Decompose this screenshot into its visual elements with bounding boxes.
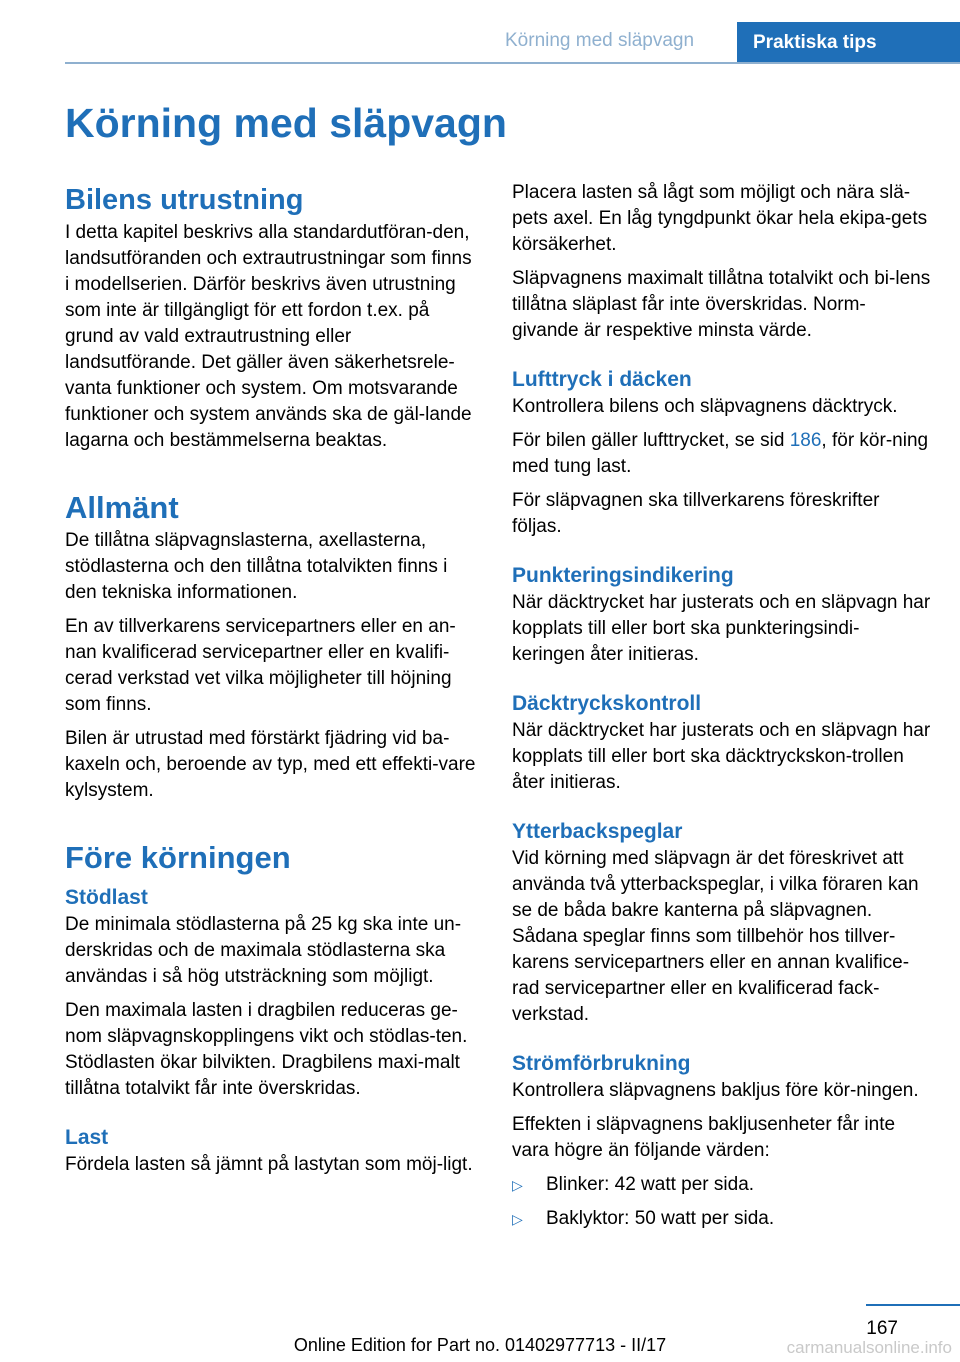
bullet-list <box>512 1172 932 1232</box>
paragraph: Den maximala lasten i dragbilen reduceras ge-nom släpvagnskopplingens vikt och stödlas-ten. Stödlasten ökar bilvikten. Dragbilens maxi-malt tillåtna totalvikt får inte överskridas. <box>65 1000 468 1099</box>
paragraph: En av tillverkarens servicepartners eller en an-nan kvalificerad servicepartner eller en kvalifi-cerad verkstad vet vilka möjligheter till höjning som finns. <box>65 616 456 715</box>
header-divider <box>65 62 960 64</box>
left-column <box>65 180 480 1186</box>
paragraph: Placera lasten så lågt som möjligt och nära slä-pets axel. En låg tyngdpunkt ökar hela ekipa-gets körsäkerhet. <box>512 182 928 255</box>
paragraph: När däcktrycket har justerats och en släpvagn har kopplats till eller bort ska däcktryckskon-trollen åter initieras. <box>512 720 931 793</box>
footer-edition: Online Edition for Part no. 01402977713 - II/17 <box>293 1335 667 1355</box>
page-number: 167 <box>866 1318 898 1339</box>
list-item: ▷ Baklyktor: 50 watt per sida. <box>512 1206 932 1232</box>
heading-lufttryck: Lufttryck i däcken <box>512 368 692 391</box>
heading-ytterbackspeglar: Ytterbackspeglar <box>512 820 683 843</box>
paragraph: De tillåtna släpvagnslasterna, axellasterna, stödlasterna och den tillåtna totalvikten finns i den tekniska informationen. <box>65 530 448 603</box>
header-chapter-tab: Praktiska tips <box>737 22 960 64</box>
paragraph <box>512 428 932 480</box>
paragraph: Vid körning med släpvagn är det föreskrivet att använda två ytterbackspeglar, i vilka föraren kan se de båda bakre kanterna på släpvagnen. Sådana speglar finns som tillbehör hos tillver-karens servicepartners eller en annan kvalifice-rad servicepartner eller en kvalificerad fack-verkstad. <box>512 848 919 1025</box>
header-section-title: Körning med släpvagn <box>505 30 695 51</box>
right-column <box>512 180 932 1240</box>
heading-allmant: Allmänt <box>65 490 179 525</box>
paragraph: Kontrollera bilens och släpvagnens däcktryck. <box>512 396 898 417</box>
paragraph: I detta kapitel beskrivs alla standardutföran-den, landsutföranden och extrautrustningar som finns i modellserien. Därför beskrivs även utrustning som inte är tillgängligt för ett fordon t.ex. på grund av vald extrautrustning eller landsutförande. Det gäller även säkerhetsrele-vanta funktioner och system. Om motsvarande funktioner och system används ska de gäl-lande lagarna och bestämmelserna beaktas. <box>65 222 472 451</box>
heading-last: Last <box>65 1126 109 1149</box>
paragraph: Effekten i släpvagnens bakljusenheter får inte vara högre än följande värden: <box>512 1114 896 1161</box>
heading-stromforbrukning: Strömförbrukning <box>512 1052 691 1075</box>
triangle-bullet-icon: ▷ <box>512 1177 523 1193</box>
paragraph: När däcktrycket har justerats och en släpvagn har kopplats till eller bort ska punkteringsindi-keringen åter initieras. <box>512 592 931 665</box>
paragraph: För släpvagnen ska tillverkarens föreskrifter följas. <box>512 490 880 537</box>
paragraph: Fördela lasten så jämnt på lastytan som möj-ligt. <box>65 1154 473 1175</box>
text: För bilen gäller lufttrycket, se sid <box>512 430 790 451</box>
text: , för kör-ning med tung last. <box>512 430 929 477</box>
heading-fore-korningen: Före körningen <box>65 840 291 875</box>
paragraph: Kontrollera släpvagnens bakljus före kör-ningen. <box>512 1080 919 1101</box>
footer-divider <box>866 1304 960 1306</box>
list-item: ▷ Blinker: 42 watt per sida. <box>512 1172 932 1198</box>
paragraph: De minimala stödlasterna på 25 kg ska inte un-derskridas och de maximala stödlasterna ska användas i så hög utsträckning som möjligt. <box>65 914 462 987</box>
paragraph: Släpvagnens maximalt tillåtna totalvikt och bi-lens tillåtna släplast får inte överskridas. Norm-givande är respektive minsta värde. <box>512 268 931 341</box>
page-reference-link[interactable]: 186 <box>789 430 822 451</box>
page-title: Körning med släpvagn <box>65 100 507 146</box>
watermark: carmanualsonline.info <box>786 1338 952 1357</box>
heading-stodlast: Stödlast <box>65 886 148 909</box>
heading-bilens-utrustning: Bilens utrustning <box>65 184 304 216</box>
heading-punkteringsindikering: Punkteringsindikering <box>512 564 734 587</box>
heading-dacktryckskontroll: Däcktryckskontroll <box>512 692 702 715</box>
triangle-bullet-icon: ▷ <box>512 1211 523 1227</box>
paragraph: Bilen är utrustad med förstärkt fjädring vid ba-kaxeln och, beroende av typ, med ett effekti-vare kylsystem. <box>65 728 476 801</box>
